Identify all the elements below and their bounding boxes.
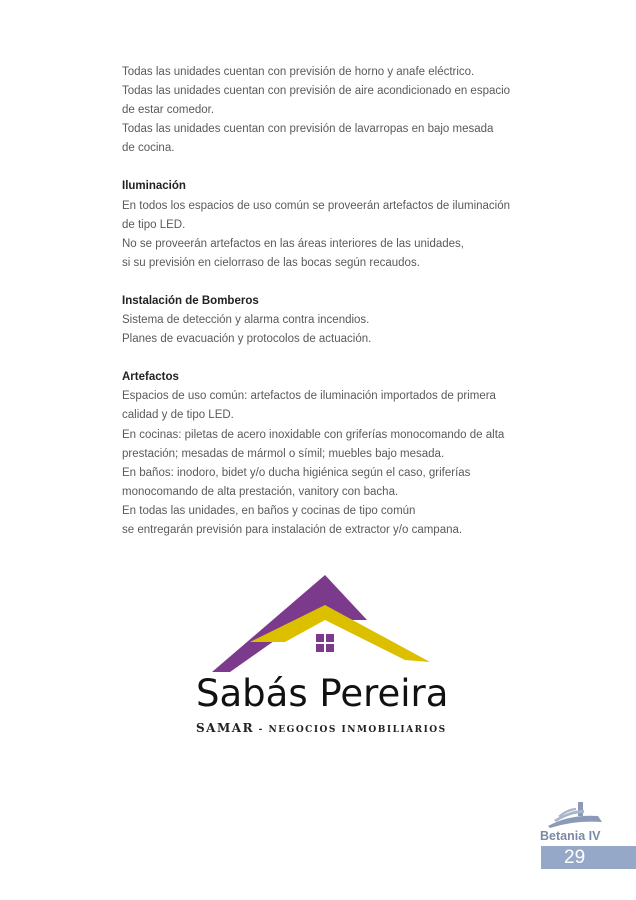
text-line: prestación; mesadas de mármol o símil; muebles bajo mesada. [122,447,445,460]
watermark-subtitle-main: SAMAR [196,721,255,735]
watermark-subtitle-rest: - NEGOCIOS INMOBILIARIOS [254,725,447,735]
text-line: Espacios de uso común: artefactos de iluminación importados de primera [122,390,496,403]
intro-paragraph [122,63,612,158]
section-body-artefactos [122,387,612,540]
watermark-roof-icon [190,572,450,672]
section-heading-artefactos: Artefactos [122,371,179,384]
text-line: de estar comedor. [122,104,215,117]
text-line: En cocinas: piletas de acero inoxidable con griferías monocomando de alta [122,428,505,441]
text-line: de tipo LED. [122,218,186,231]
text-line: si su previsión en cielorraso de las bocas según recaudos. [122,256,420,269]
text-line: monocomando de alta prestación, vanitory con bacha. [122,485,399,498]
text-line: se entregarán previsión para instalación de extractor y/o campana. [122,523,463,536]
watermark-subtitle [196,720,447,738]
page-number: 29 [541,846,636,869]
text-line: En todas las unidades, en baños y cocinas de tipo común [122,504,416,517]
text-line: Planes de evacuación y protocolos de actuación. [122,333,372,346]
section-heading-bomberos: Instalación de Bomberos [122,294,259,307]
text-line: No se proveerán artefactos en las áreas interiores de las unidades, [122,237,465,250]
section-body-iluminacion [122,197,612,273]
text-line: Sistema de detección y alarma contra incendios. [122,314,370,327]
section-heading-iluminacion: Iluminación [122,180,186,193]
text-line: Todas las unidades cuentan con previsión de lavarropas en bajo mesada [122,123,494,136]
text-line: de cocina. [122,142,175,155]
text-line: calidad y de tipo LED. [122,409,234,422]
text-line: Todas las unidades cuentan con previsión de horno y anafe eléctrico. [122,66,475,78]
building-logo-icon [540,800,636,830]
text-line: En baños: inodoro, bidet y/o ducha higiénica según el caso, griferías [122,466,471,479]
watermark-name: Sabás Pereira [196,672,449,715]
brand-name: Betania IV [540,829,601,843]
document-body [122,63,612,559]
section-body-bomberos [122,311,612,349]
text-line: Todas las unidades cuentan con previsión de aire acondicionado en espacio [122,85,511,98]
text-line: En todos los espacios de uso común se proveerán artefactos de iluminación [122,199,511,212]
